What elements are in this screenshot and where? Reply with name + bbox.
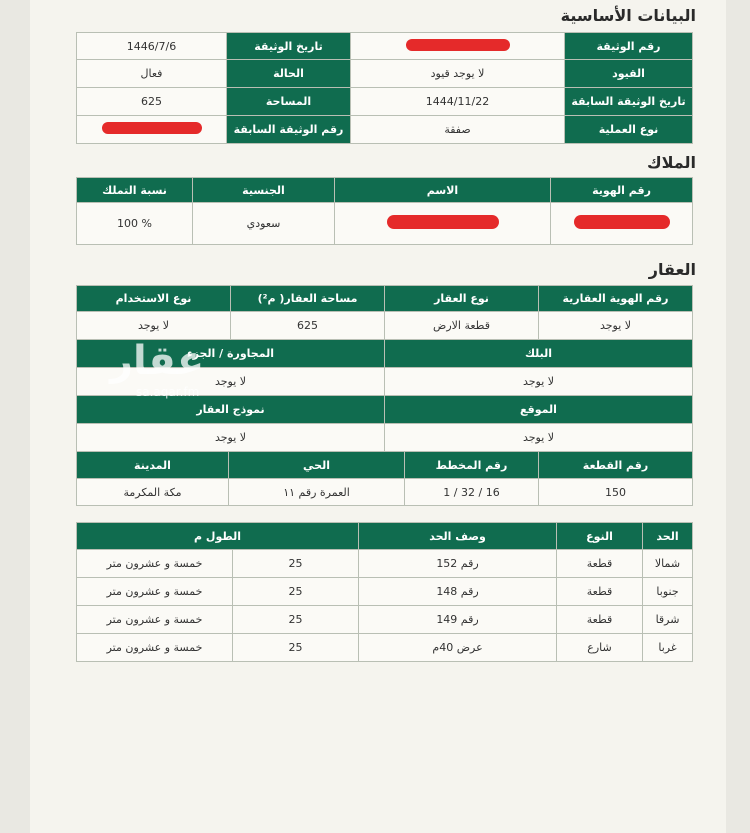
length-value: 25 bbox=[233, 578, 359, 606]
plot-header-row bbox=[77, 452, 693, 479]
border-row bbox=[77, 634, 693, 662]
basic-row bbox=[77, 88, 693, 116]
length-text-value: خمسة و عشرون متر bbox=[77, 634, 233, 662]
border-type-value: قطعة bbox=[557, 606, 643, 634]
property-type-header: نوع العقار bbox=[385, 286, 539, 312]
location-value: لا يوجد bbox=[385, 424, 693, 452]
owners-header-row bbox=[77, 178, 693, 203]
aqar-watermark-logo: عقار bbox=[110, 338, 205, 384]
id-number-header: رقم الهوية bbox=[551, 178, 693, 203]
basic-data-table bbox=[76, 32, 693, 144]
basic-row bbox=[77, 60, 693, 88]
border-row bbox=[77, 550, 693, 578]
district-value: العمرة رقم ١١ bbox=[229, 479, 405, 506]
plot-value-row bbox=[77, 479, 693, 506]
property-area-header: مساحة العقار( م²) bbox=[231, 286, 385, 312]
border-description-value: عرض 40م bbox=[359, 634, 557, 662]
border-description-value: رقم 148 bbox=[359, 578, 557, 606]
document-page bbox=[30, 0, 726, 833]
owner-id-value bbox=[551, 203, 693, 245]
border-side-header: الحد bbox=[643, 523, 693, 550]
area-value: 625 bbox=[77, 88, 227, 116]
redaction-mark bbox=[387, 215, 499, 229]
name-header: الاسم bbox=[335, 178, 551, 203]
neighborhood-label: المجاورة / الجزء bbox=[77, 340, 385, 368]
basic-data-title: البيانات الأساسية bbox=[560, 6, 696, 25]
borders-header-row bbox=[77, 523, 693, 550]
redaction-mark bbox=[406, 39, 510, 51]
aqar-watermark-url: sa.aqar.fm bbox=[136, 385, 200, 399]
property-id-header: رقم الهوية العقارية bbox=[539, 286, 693, 312]
border-description-value: رقم 152 bbox=[359, 550, 557, 578]
property-title: العقار bbox=[648, 260, 696, 279]
border-row bbox=[77, 606, 693, 634]
owners-table bbox=[76, 177, 693, 245]
document-date-label: تاريخ الوثيقة bbox=[227, 33, 351, 60]
property-header-row bbox=[77, 286, 693, 312]
property-id-value: لا يوجد bbox=[539, 312, 693, 340]
border-side-value: شمالا bbox=[643, 550, 693, 578]
border-type-value: قطعة bbox=[557, 550, 643, 578]
border-side-value: شرقا bbox=[643, 606, 693, 634]
location-value-row bbox=[77, 424, 693, 452]
owners-title: الملاك bbox=[646, 153, 696, 172]
owner-name-value bbox=[335, 203, 551, 245]
border-side-value: جنوبا bbox=[643, 578, 693, 606]
previous-document-number-value bbox=[77, 116, 227, 144]
border-side-value: غربا bbox=[643, 634, 693, 662]
redaction-mark bbox=[102, 122, 202, 134]
property-model-value: لا يوجد bbox=[77, 424, 385, 452]
operation-type-value: صفقة bbox=[351, 116, 565, 144]
document-date-value: 1446/7/6 bbox=[77, 33, 227, 60]
length-header: الطول م bbox=[77, 523, 359, 550]
border-type-header: النوع bbox=[557, 523, 643, 550]
borders-table bbox=[76, 522, 693, 662]
previous-document-date-label: تاريخ الوثيقة السابقة bbox=[565, 88, 693, 116]
block-label: البلك bbox=[385, 340, 693, 368]
border-description-value: رقم 149 bbox=[359, 606, 557, 634]
nationality-header: الجنسية bbox=[193, 178, 335, 203]
property-type-value: قطعة الارض bbox=[385, 312, 539, 340]
redaction-mark bbox=[574, 215, 670, 229]
usage-type-header: نوع الاستخدام bbox=[77, 286, 231, 312]
length-text-value: خمسة و عشرون متر bbox=[77, 606, 233, 634]
area-label: المساحة bbox=[227, 88, 351, 116]
plot-number-value: 150 bbox=[539, 479, 693, 506]
plan-number-header: رقم المخطط bbox=[405, 452, 539, 479]
basic-row bbox=[77, 116, 693, 144]
border-type-value: شارع bbox=[557, 634, 643, 662]
usage-type-value: لا يوجد bbox=[77, 312, 231, 340]
plot-number-header: رقم القطعة bbox=[539, 452, 693, 479]
location-header-row bbox=[77, 396, 693, 424]
restrictions-value: لا يوجد قيود bbox=[351, 60, 565, 88]
previous-document-date-value: 1444/11/22 bbox=[351, 88, 565, 116]
nationality-value: سعودي bbox=[193, 203, 335, 245]
ownership-share-value: 100 % bbox=[77, 203, 193, 245]
border-type-value: قطعة bbox=[557, 578, 643, 606]
document-number-value bbox=[351, 33, 565, 60]
plot-table bbox=[76, 451, 693, 506]
property-area-value: 625 bbox=[231, 312, 385, 340]
district-header: الحي bbox=[229, 452, 405, 479]
length-text-value: خمسة و عشرون متر bbox=[77, 578, 233, 606]
border-row bbox=[77, 578, 693, 606]
restrictions-label: القيود bbox=[565, 60, 693, 88]
status-value: فعال bbox=[77, 60, 227, 88]
property-model-label: نموذج العقار bbox=[77, 396, 385, 424]
block-value: لا يوجد bbox=[385, 368, 693, 396]
plan-number-value: 1 / 32 / 16 bbox=[405, 479, 539, 506]
owner-row bbox=[77, 203, 693, 245]
neighborhood-value: لا يوجد bbox=[77, 368, 385, 396]
city-header: المدينة bbox=[77, 452, 229, 479]
operation-type-label: نوع العملية bbox=[565, 116, 693, 144]
previous-document-number-label: رقم الوثيقة السابقة bbox=[227, 116, 351, 144]
basic-row bbox=[77, 33, 693, 60]
length-value: 25 bbox=[233, 606, 359, 634]
length-value: 25 bbox=[233, 634, 359, 662]
location-label: الموقع bbox=[385, 396, 693, 424]
ownership-share-header: نسبة التملك bbox=[77, 178, 193, 203]
length-value: 25 bbox=[233, 550, 359, 578]
property-value-row bbox=[77, 312, 693, 340]
document-number-label: رقم الوثيقة bbox=[565, 33, 693, 60]
length-text-value: خمسة و عشرون متر bbox=[77, 550, 233, 578]
city-value: مكة المكرمة bbox=[77, 479, 229, 506]
status-label: الحالة bbox=[227, 60, 351, 88]
border-description-header: وصف الحد bbox=[359, 523, 557, 550]
